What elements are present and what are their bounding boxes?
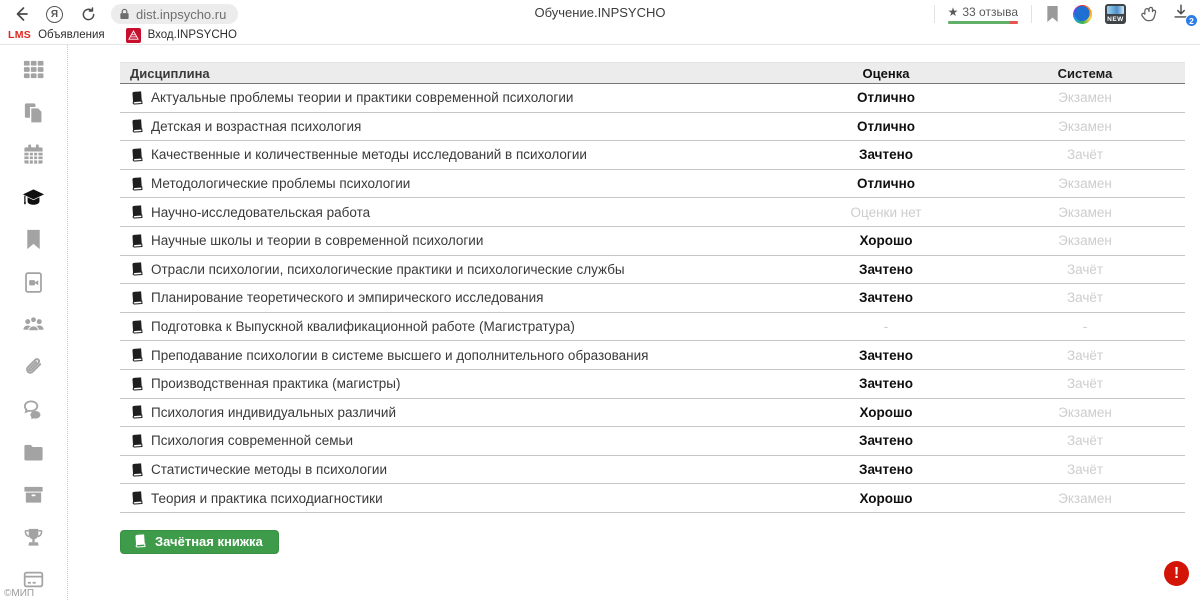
- refresh-icon: [81, 7, 96, 22]
- table-row[interactable]: [120, 484, 1185, 513]
- table-row[interactable]: [120, 84, 1185, 113]
- table-row[interactable]: [120, 456, 1185, 485]
- downloads-button[interactable]: [1172, 3, 1194, 25]
- system-cell: Экзамен: [1058, 490, 1112, 506]
- book-icon: [130, 376, 145, 391]
- book-icon: [130, 462, 145, 477]
- grade-cell: Хорошо: [859, 233, 913, 249]
- yandex-logo-icon[interactable]: Я: [46, 6, 63, 23]
- book-icon: [130, 205, 145, 220]
- page-body: [0, 45, 1200, 600]
- grade-cell: Отлично: [856, 90, 916, 106]
- star-icon: ★: [947, 4, 959, 19]
- discipline-label: Научно-исследовательская работа: [151, 204, 371, 220]
- discipline-label: Преподавание психологии в системе высшего и дополнительного образования: [151, 347, 649, 363]
- discipline-label: Планирование теоретического и эмпирического исследования: [151, 290, 544, 306]
- grade-cell: Отлично: [856, 118, 916, 134]
- table-row[interactable]: [120, 370, 1185, 399]
- grade-cell: Зачтено: [859, 462, 913, 478]
- grade-cell: Зачтено: [859, 261, 913, 277]
- discipline-cell[interactable]: [120, 176, 787, 191]
- back-arrow-icon: [13, 6, 29, 22]
- system-cell: Экзамен: [1058, 90, 1112, 106]
- lms-bookmark-icon[interactable]: LMS: [8, 29, 32, 41]
- system-cell: Зачёт: [1066, 433, 1104, 449]
- book-icon: [130, 491, 145, 506]
- alert-glyph: !: [1173, 564, 1180, 582]
- grades-table-header: [120, 62, 1185, 84]
- discipline-label: Подготовка к Выпускной квалификационной работе (Магистратура): [151, 319, 575, 335]
- system-cell: -: [1082, 319, 1088, 335]
- column-header-discipline: Дисциплина: [130, 65, 210, 81]
- toolbar-separator: [1031, 5, 1032, 23]
- discipline-label: Производственная практика (магистры): [151, 376, 401, 392]
- bookmark-login[interactable]: Вход.INPSYCHO: [147, 29, 237, 41]
- discipline-label: Статистические методы в психологии: [151, 462, 387, 478]
- discipline-label: Научные школы и теории в современной психологии: [151, 233, 484, 249]
- discipline-cell[interactable]: [120, 262, 787, 277]
- discipline-label: Методологические проблемы психологии: [151, 176, 411, 192]
- folder-icon[interactable]: [22, 441, 45, 464]
- system-cell: Зачёт: [1066, 261, 1104, 277]
- grade-cell: Зачтено: [859, 147, 913, 163]
- extension-art: [1107, 6, 1124, 14]
- paperclip-icon[interactable]: [22, 356, 45, 379]
- book-icon: [130, 433, 145, 448]
- discipline-cell[interactable]: [120, 205, 787, 220]
- grade-cell: Зачтено: [859, 290, 913, 306]
- reviews-rating-bar: [948, 21, 1018, 24]
- discipline-label: Детская и возрастная психология: [151, 118, 362, 134]
- chat-icon[interactable]: [22, 398, 45, 421]
- page-title: Обучение.INPSYCHO: [534, 5, 666, 20]
- system-cell: Зачёт: [1066, 290, 1104, 306]
- archive-box-icon[interactable]: [22, 483, 45, 506]
- discipline-label: Психология современной семьи: [151, 433, 354, 449]
- grade-cell: Зачтено: [859, 347, 913, 363]
- bookmark-announcements[interactable]: Объявления: [38, 29, 105, 41]
- discipline-cell[interactable]: [120, 119, 787, 134]
- table-row[interactable]: [120, 227, 1185, 256]
- trophy-icon[interactable]: [22, 526, 45, 549]
- system-cell: Зачёт: [1066, 462, 1104, 478]
- inpsycho-bookmark-icon[interactable]: [126, 28, 141, 43]
- discipline-cell[interactable]: [120, 290, 787, 305]
- documents-icon[interactable]: [22, 101, 45, 124]
- bookmark-flag-icon[interactable]: [1045, 5, 1060, 23]
- grade-cell: Зачтено: [859, 376, 913, 392]
- browser-chrome: [0, 0, 1200, 45]
- bookmarks-bar: [0, 26, 1200, 45]
- table-row[interactable]: [120, 141, 1185, 170]
- discipline-label: Отрасли психологии, психологические практики и психологические службы: [151, 261, 625, 277]
- gradebook-button[interactable]: [120, 530, 279, 554]
- new-extension-icon[interactable]: [1105, 4, 1126, 24]
- system-cell: Экзамен: [1058, 176, 1112, 192]
- users-icon[interactable]: [22, 313, 45, 336]
- column-header-system: Система: [1057, 65, 1113, 81]
- table-row[interactable]: [120, 427, 1185, 456]
- book-icon: [130, 348, 145, 363]
- table-row[interactable]: [120, 256, 1185, 285]
- book-icon: [130, 119, 145, 134]
- system-cell: Зачёт: [1066, 376, 1104, 392]
- table-row[interactable]: [120, 113, 1185, 142]
- address-bar[interactable]: [111, 4, 238, 24]
- toolbar-separator: [934, 5, 935, 23]
- discipline-cell[interactable]: [120, 433, 787, 448]
- discipline-label: Психология индивидуальных различий: [151, 404, 396, 420]
- discipline-cell[interactable]: [120, 233, 787, 248]
- discipline-cell[interactable]: [120, 90, 787, 105]
- apps-grid-icon[interactable]: [22, 58, 45, 81]
- book-icon: [130, 319, 145, 334]
- discipline-cell[interactable]: [120, 405, 787, 420]
- reviews-count: 33 отзыва: [962, 4, 1018, 19]
- calendar-icon[interactable]: [22, 143, 45, 166]
- book-icon: [133, 534, 148, 549]
- bookmark-icon[interactable]: [22, 228, 45, 251]
- grade-cell: Оценки нет: [850, 204, 922, 220]
- system-cell: Экзамен: [1058, 404, 1112, 420]
- new-badge: NEW: [1107, 16, 1124, 23]
- system-cell: Зачёт: [1066, 347, 1104, 363]
- book-icon: [130, 405, 145, 420]
- refresh-button[interactable]: [77, 3, 99, 25]
- site-reviews-widget[interactable]: [948, 5, 1018, 24]
- back-button[interactable]: [10, 3, 32, 25]
- system-cell: Экзамен: [1058, 118, 1112, 134]
- discipline-cell[interactable]: [120, 376, 787, 391]
- discipline-cell[interactable]: [120, 462, 787, 477]
- book-icon: [130, 233, 145, 248]
- system-cell: Экзамен: [1058, 233, 1112, 249]
- discipline-label: Актуальные проблемы теории и практики современной психологии: [151, 90, 574, 106]
- gradebook-button-label: Зачётная книжка: [155, 533, 263, 549]
- grade-cell: Зачтено: [859, 433, 913, 449]
- book-icon: [130, 262, 145, 277]
- table-row[interactable]: [120, 313, 1185, 342]
- book-icon: [130, 290, 145, 305]
- toolbar-right-group: [934, 2, 1194, 26]
- table-row[interactable]: [120, 341, 1185, 370]
- collections-icon[interactable]: [1139, 4, 1159, 24]
- video-file-icon[interactable]: [22, 271, 45, 294]
- discipline-label: Качественные и количественные методы исследований в психологии: [151, 147, 587, 163]
- copyright-label: ©МИП: [4, 588, 35, 599]
- browser-extension-icon[interactable]: [1073, 5, 1092, 24]
- alert-icon[interactable]: [1164, 561, 1189, 586]
- system-cell: Экзамен: [1058, 204, 1112, 220]
- grade-cell: Хорошо: [859, 404, 913, 420]
- browser-toolbar: [0, 0, 1200, 26]
- discipline-cell[interactable]: [120, 147, 787, 162]
- table-row[interactable]: [120, 284, 1185, 313]
- discipline-cell[interactable]: [120, 348, 787, 363]
- table-row[interactable]: [120, 399, 1185, 428]
- discipline-cell[interactable]: [120, 491, 787, 506]
- grade-cell: Хорошо: [859, 490, 913, 506]
- discipline-label: Теория и практика психодиагностики: [151, 490, 383, 506]
- system-cell: Зачёт: [1066, 147, 1104, 163]
- main-content: [68, 45, 1200, 600]
- lock-icon: [119, 8, 130, 20]
- book-icon: [130, 148, 145, 163]
- grades-table: [120, 62, 1185, 513]
- grade-cell: -: [883, 319, 889, 335]
- downloads-count-badge: 2: [1185, 14, 1198, 27]
- graduation-cap-icon[interactable]: [22, 186, 45, 209]
- sidebar-nav: [0, 45, 68, 600]
- discipline-cell[interactable]: [120, 319, 787, 334]
- grade-cell: Отлично: [856, 176, 916, 192]
- table-row[interactable]: [120, 170, 1185, 199]
- grades-table-body: [120, 84, 1185, 513]
- column-header-grade: Оценка: [862, 65, 910, 81]
- address-text: dist.inpsycho.ru: [136, 6, 227, 22]
- book-icon: [130, 176, 145, 191]
- book-icon: [130, 90, 145, 105]
- table-row[interactable]: [120, 198, 1185, 227]
- pyramid-icon: [128, 30, 139, 41]
